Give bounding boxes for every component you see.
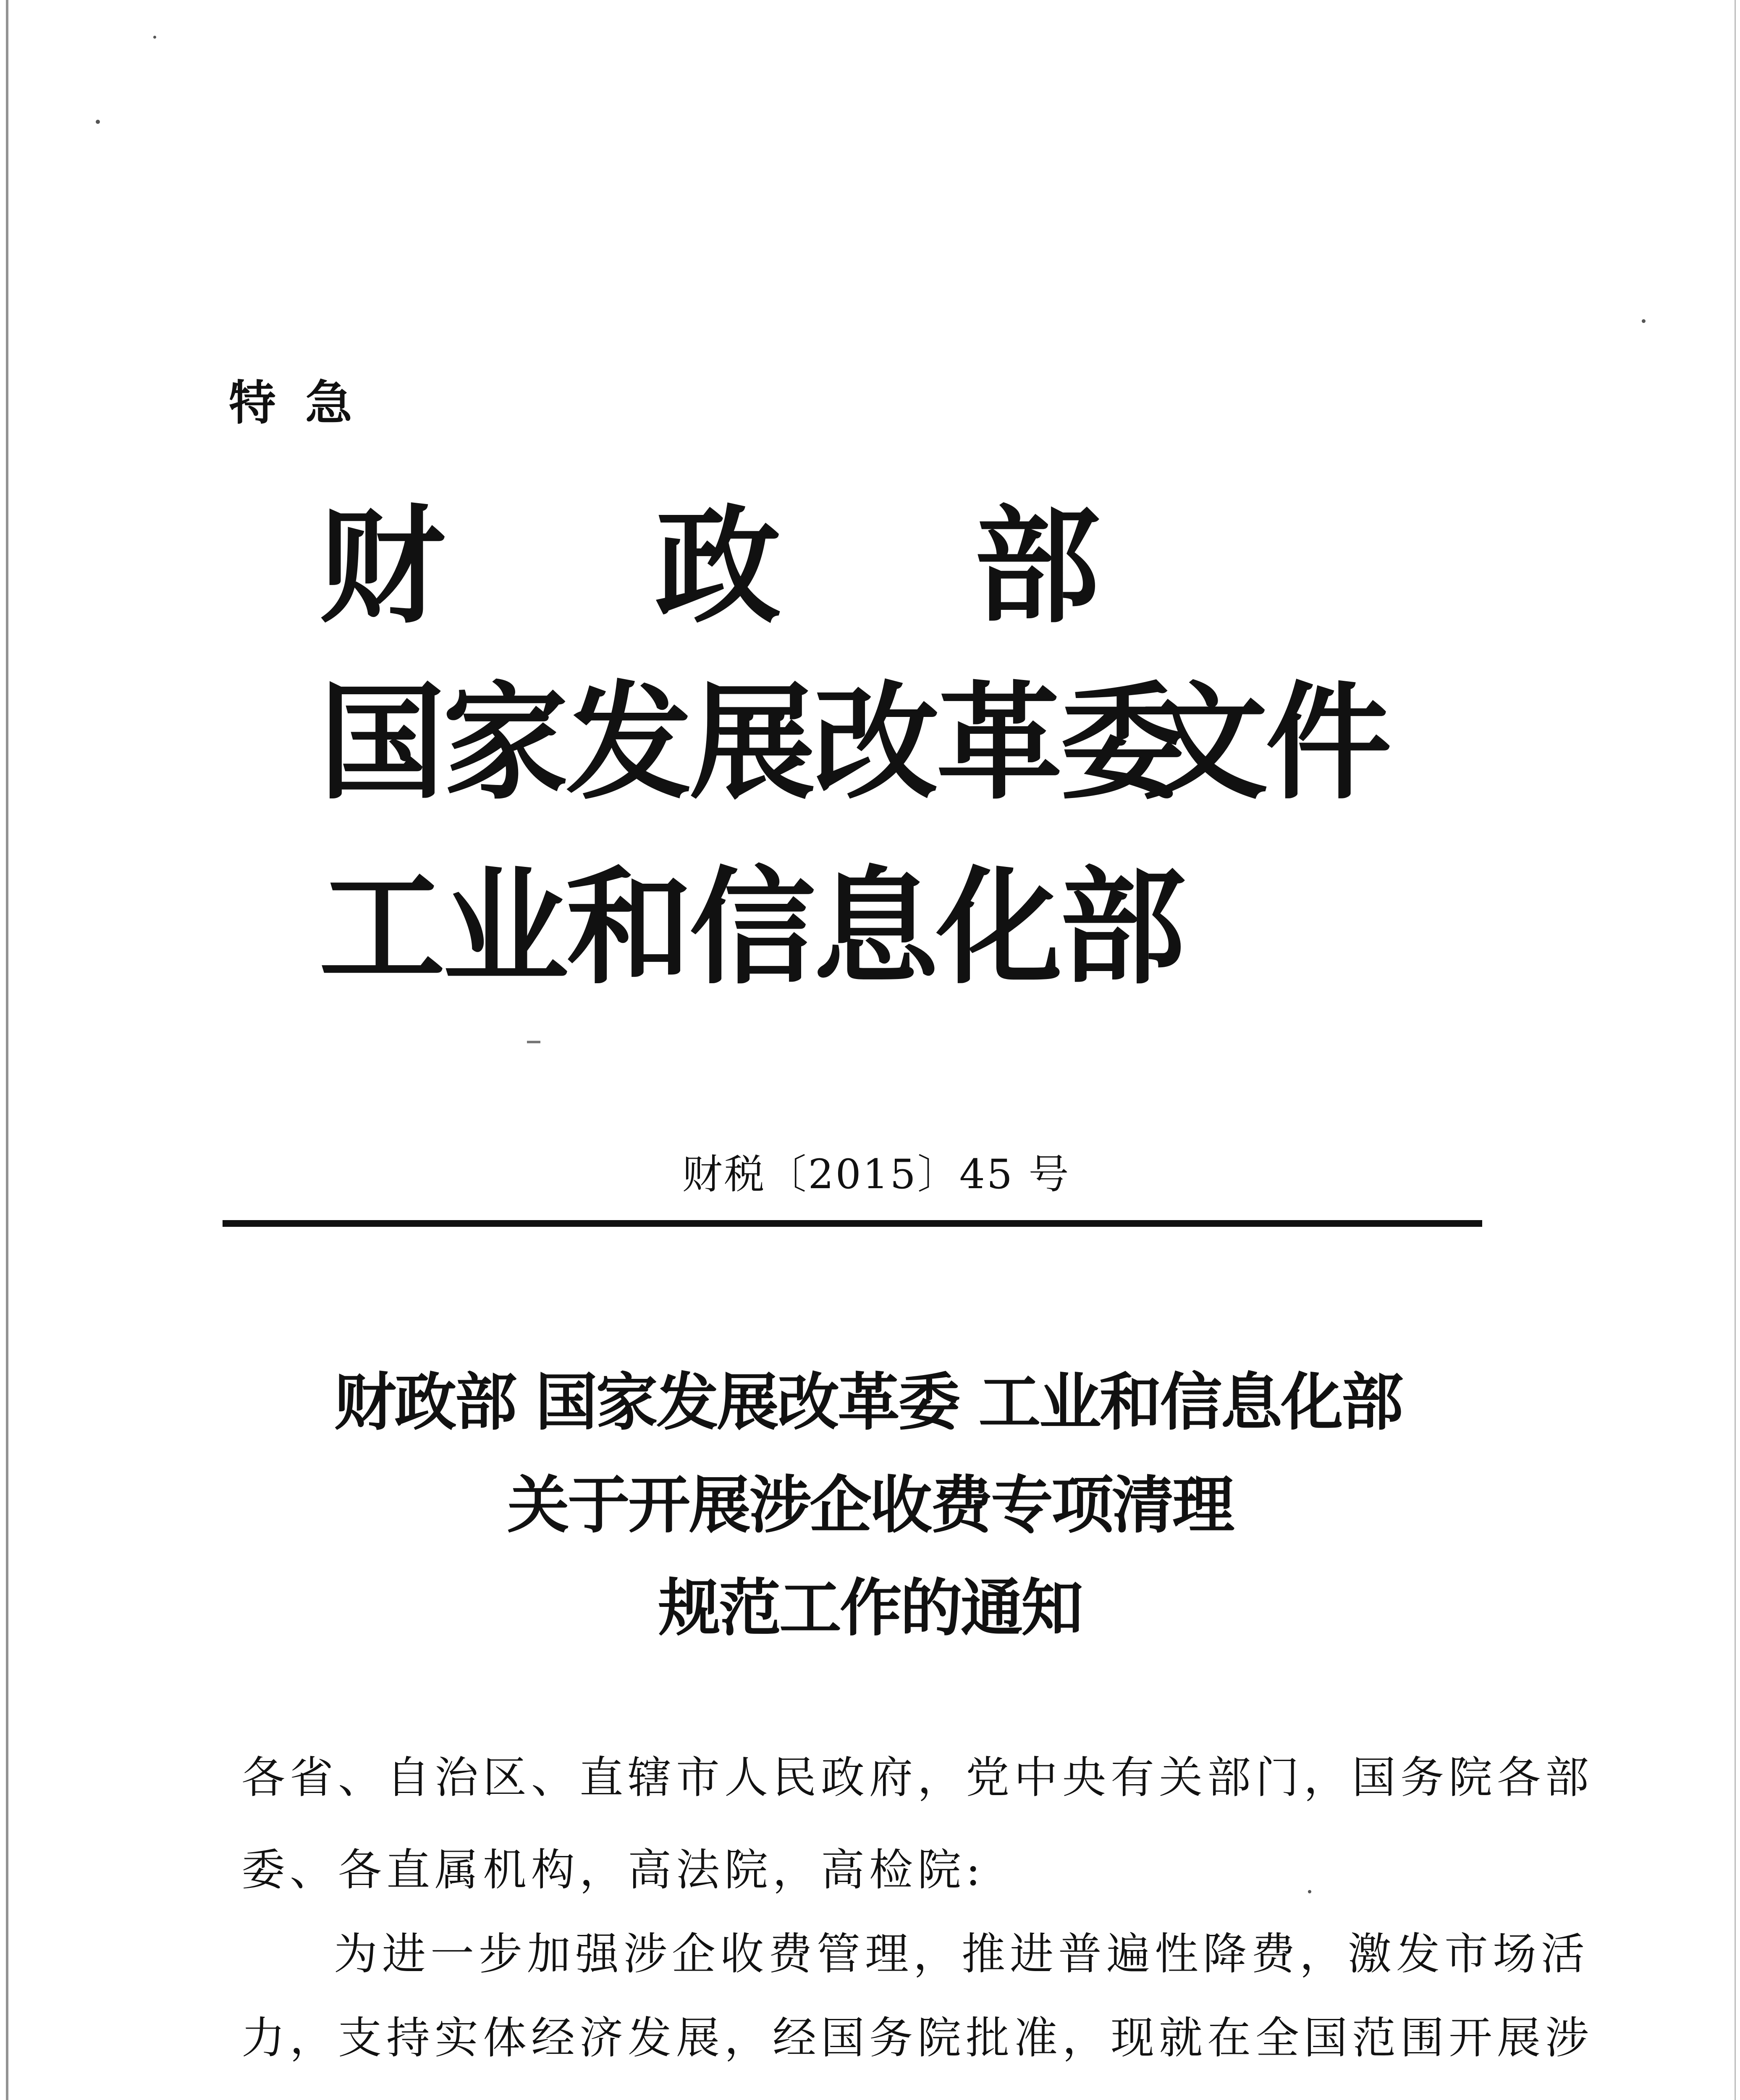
issuer-line-miit: 工业和信息化部 bbox=[319, 855, 1183, 1001]
scan-speck bbox=[1642, 319, 1646, 323]
addressee-line: 委、各直属机构，高法院，高检院: bbox=[241, 1844, 985, 1895]
issuer-char: 政 bbox=[655, 494, 781, 640]
issuer-char: 财 bbox=[319, 494, 445, 640]
scan-mark bbox=[527, 1041, 540, 1043]
document-number: 财税〔2015〕45 号 bbox=[682, 1151, 1071, 1198]
document-suffix: 文件 bbox=[1142, 670, 1389, 816]
urgency-mark: 特急 bbox=[229, 376, 382, 430]
issuer-char: 部 bbox=[974, 494, 1100, 640]
document-title-line: 规范工作的通知 bbox=[658, 1572, 1082, 1644]
scan-edge-left bbox=[6, 0, 8, 2100]
document-title-line: 关于开展涉企收费专项清理 bbox=[507, 1469, 1233, 1541]
scan-edge-right bbox=[1735, 0, 1736, 2100]
document-title-line: 财政部 国家发展改革委 工业和信息化部 bbox=[334, 1366, 1402, 1438]
body-paragraph-line: 力，支持实体经济发展，经国务院批准，现就在全国范围开展涉 bbox=[241, 2012, 1594, 2063]
scan-speck bbox=[153, 36, 156, 39]
scan-speck bbox=[96, 120, 100, 124]
body-paragraph-line: 为进一步加强涉企收费管理，推进普遍性降费，激发市场活 bbox=[334, 1928, 1590, 1979]
issuer-line-ndrc: 国家发展改革委 bbox=[319, 670, 1183, 816]
header-divider-rule bbox=[223, 1220, 1482, 1227]
addressee-line: 各省、自治区、直辖市人民政府，党中央有关部门，国务院各部 bbox=[241, 1752, 1594, 1803]
